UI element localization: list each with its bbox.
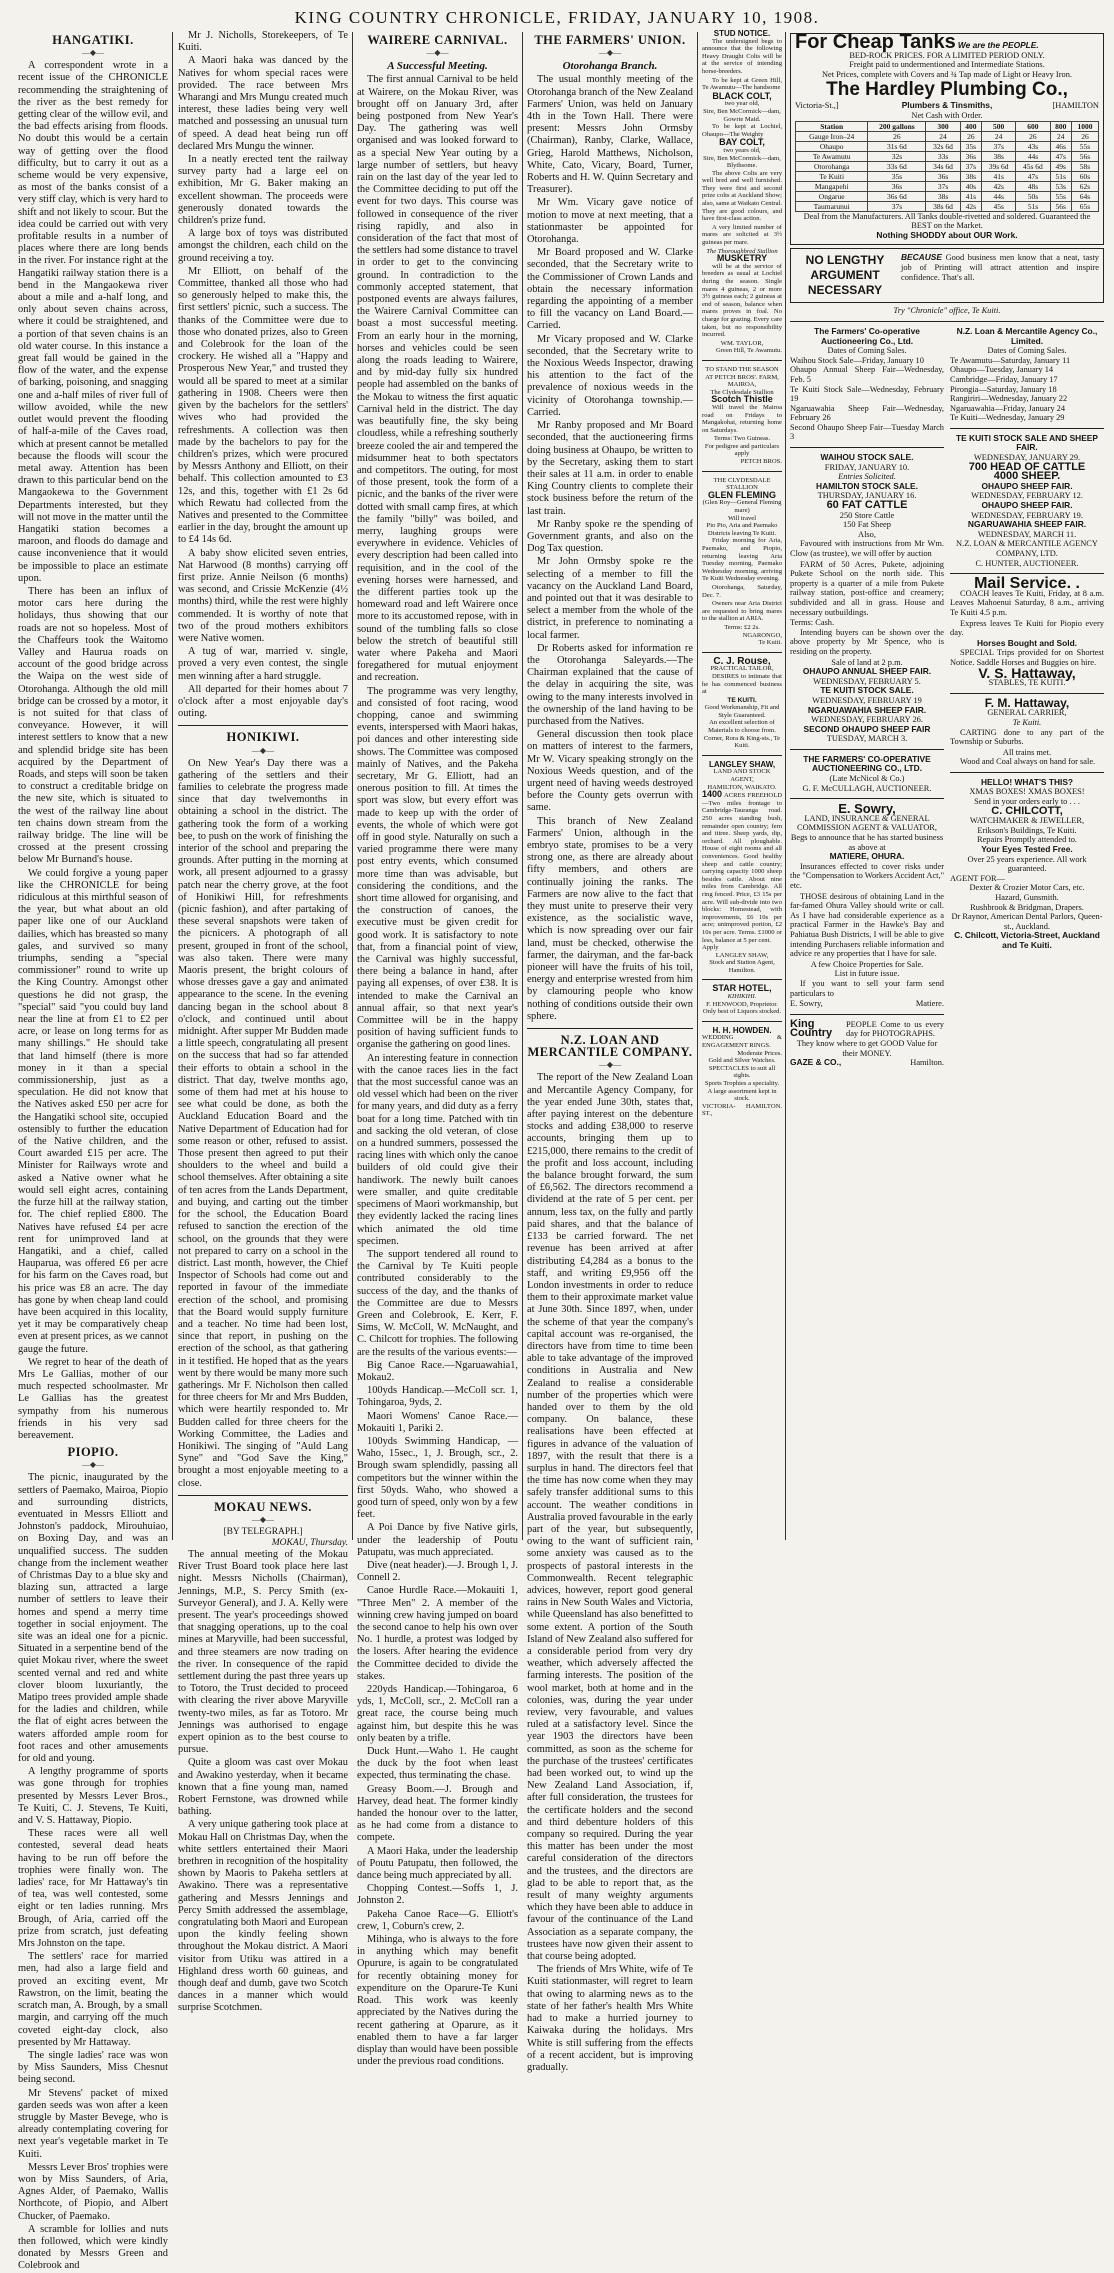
- table-row: [796, 151, 1099, 161]
- column-1: HANGATIKI. —◆— A correspondent wrote in a recent issue of the CHRONICLE recommending the straightening of the river as the best remedy for getting clear of the willow evil, and the bad effects arising from floods. No doubt this would be a certain way of getting over the flood difficulty, but to carry it out as a scheme would be very expensive, as most of the banks consist of a very stiff clay, which is very hard to shift and not likely to scour. But the idea could be carried out with very profitable results in a number of places where there are long bends in the river. For instance right at the Hangatiki railway station there is a bend in the Mangaokewa river about a mile and a-half long, and only about seven chains across, where it could be straightened, and a portion of that seven chains is an old water course. In this instance a great fall would be gained in the flow of the water, and the expense of barking, poisoning, and snagging one and a-half miles of river full of willow avoided, while the new outlet would prevent the flooding of half-a-mile of the Caves road, which at present cannot be metalled because the floods will scour the metal away. Attention has been drawn to this particular bend on the Mangaokewa to the Government Departments interested, but they will not move in the matter until the Hangatiki station becomes a maroon, and floods do damage and cause inconvenience that it would be impossible to place an estimate upon. There has been an influx of motor cars here during the holidays, thus showing that our roads are not so hopeless. Most of the Chaffeurs took the Waitomo Valley and Haurua roads on account of the good bridge across the Waipa on the west side of Otorohanga. Although the old mill bridge can be crossed by a motor, it is not suited for that class of conveyance. However, it will interest settlers to know that a new and splendid bridge site has been acquired by the Department of Roads, and steps will soon be taken to construct a creditable bridge on the new site, which is situated to the west of the railway line about ten chains down stream from the railway bridge. The line will be crossed at the present crossing below Mr Burnand's house. We could forgive a young paper like the CHRONICLE for being ridiculous at this mirthful season of the year, but what about an old paper like one of our Auckland dailies, which has breasted so many gales, and survived so many triumphs, sending a "special commissioner" round to write up the King Country. Amongst other questions he did not grasp, the "special" said "you could buy land near the line at from £1 to £2 per acre, or lease on long terms for as many shillings." He should take that land himself (there is more money in it than a special commissionership, just as a speculation. He did not know that the Natives asked £50 per acre for the Hangatiki school site, occupied ostensibly to further the education of the Native children, and the Court awarded £15 per acre. The Minister for Railways wrote and asked a Native owner what he would sell eight acres, containing the furze hill at the railway station, for. The chief replied £800. The Natives have refused £4 per acre rent for unimproved land at Hangatiki, and a chief, called Hauparua, was offered £6 per acre for his farm on the Caves road, but his price was £8 an acre. The day has gone by when cheap land could have been acquired in this locality, yet it may be comparatively cheap even at present prices, as we cannot gauge the future. We regret to hear of the death of Mrs Le Gallias, mother of our much respected schoolmaster. Mr Le Gallias has the greatest sympathy from his numerous friends in his very sad bereavement. PIOPIO. —◆— The picnic, inaugurated by the settlers of Paemako, Mairoa, Piopio and surrounding districts, eventuated in Messrs Elliott and Johnston's paddock, Mirouhuiao, on Boxing Day, and was an unqualified success. The sudden change from the inclement weather of Christmas Day to a blue sky and blazing sun, attracted a large number of settlers to leave their homes and spend a merry time together in social enjoyment. The site was an ideal one for a picnic. Situated in a serpentine bend of the quiet Mokau river, where the sweet scented vernal and red and white clover bloom luxuriantly, the Matipo trees provided ample shade for the ladies and children, while the flat of eight acres between the waters afforded ample room for foot races and other amusements for old and young. A lengthy programme of sports was gone through for trophies presented by Messrs Lever Bros., Te Kuiti, C. J. Stevens, Te Kuiti, and V. S. Hattaway, Piopio. These races were all well contested, several dead heats having to be run off before the trophies were finally won. The ladies' race, for Mr Hattaway's tin of tea, was well contested, some eight or ten ladies running. Mrs Brough, of Aria, carried off the prize from scratch, just defeating Mrs Johnston on the tape. The settlers' race for married men, had also a large field and proved an exciting event, Mr Rawstron, on the limit, beating the scratch man, A. Brough, by a small margin, and carrying off the much coveted eight-day clock, also presented by Mr Hattaway. The single ladies' race was won by Miss Saunders, Miss Chesnut being second. Mr Stevens' packet of mixed garden seeds was won after a keen struggle by Master Bevege, who is already contemplating covering for next year's vegetable market in Te Kuiti. Messrs Lever Bros' trophies were won by Miss Saunders, of Aria, Agnes Alder, of Paemako, Wallis Northcote, of Piopio, and Albert Chucker, of Paemako. A scramble for lollies and nuts then followed, which were kindly donated by Messrs Green and Colebrook and: [18, 33, 168, 2272]
- sales-columns: The Farmers' Co-operative Auctioneering Co., Ltd. Dates of Coming Sales. Waihou Stock Sale—Friday, January 10 Ohaupo Annual Sheep Fair—Wednesday, Feb. 5 Te Kuiti Stock Sale—Wednesday, February 19 Ngaruawahia Sheep Fair—Wednesday, February 26 Second Ohaupo Sheep Fair—Tuesday March 3 WAIHOU STOCK SALE. FRIDAY, JANUARY 10. Entries Solicited. HAMILTON STOCK SALE. THURSDAY, JANUARY 16. 60 FAT CATTLE 250 Store Cattle 150 Fat Sheep Also, Favoured with instructions from Mr Wm. Clow (as trustee), we will offer by auction FARM of 50 Acres, Pukete, adjoining Pukete School on the north side. This property is a quarter of a mile from Pukete railway station, post-office and creamery; subdivided and all in grass. House and necessary outbuildings. Terms: Cash. Intending buyers can be shown over the above property by Mr Spence, who is residing on the property. Sale of land at 2 p.m. OHAUPO ANNUAL SHEEP FAIR. WEDNESDAY, FEBRUARY 5. TE KUITI STOCK SALE. WEDNESDAY, FEBRUARY 19 NGARUAWAHIA SHEEP FAIR. WEDNESDAY, FEBRUARY 26. SECOND OHAUPO SHEEP FAIR TUESDAY, MARCH 3. THE FARMERS' CO-OPERATIVE AUCTIONEERING CO., LTD. (Late McNicol & Co.) G. F. McCULLAGH, AUCTIONEER. E. Sowry, LAND, INSURANCE & GENERAL COMMISSION AGENT & VALUATOR, Begs to announce that he has started business as above at MATIERE, OHURA. Insurances effected to cover risks under the "Compensation to Workers Accident Act," etc. THOSE desirous of obtaining Land in the far-famed Ohura Valley should write or call. As I have had considerable experience as a practical Farmer in the Hawke's Bay and Pahiatua Bush Districts, I will be able to give intending Purchasers reliable information and advice re any properties that I have for sale. A few Choice Properties for Sale. List in future issue. If you want to sell your farm send particulars to E. Sowry, Matiere. King Country PEOPLE Come to us every day for PHOTOGRAPHS. They know where to get GOOD Value for their MONEY. GAZE & CO., Hamilton. N.Z. Loan & Mercantile Agency Co., Limited. Dates of Coming Sales. Te Awamutu—Saturday, January 11 Ohaupo—Tuesday, January 14 Cambridge—Friday, January 17 Pirongia—Saturday, January 18 Rangiriri—Wednesday, January 22 Ngaruawahia—Friday, January 24 Te Kuiti—Wednesday, January 29 TE KUITI STOCK SALE AND SHEEP FAIR. WEDNESDAY, JANUARY 29. 700 HEAD OF CATTLE 4000 SHEEP. OHAUPO SHEEP FAIR. WEDNESDAY, FEBRUARY 12. OHAUPO SHEEP FAIR. WEDNESDAY, FEBRUARY 19. NGARUAWAHIA SHEEP FAIR. WEDNESDAY, MARCH 11. N.Z. LOAN & MERCANTILE AGENCY COMPANY, LTD. C. HUNTER, AUCTIONEER. Mail Service. . COACH leaves Te Kuiti, Friday, at 8 a.m. Leaves Mahoenui Saturday, 8 a.m., arriving Te Kuiti 4.5 p.m. Express leaves Te Kuiti for Piopio every day. Horses Bought and Sold. SPECIAL Trips provided for on Shortest Notice. Saddle Horses and Buggies on hire. V. S. Hattaway, STABLES, TE KUITI. F. M. Hattaway, GENERAL CARRIER, Te Kuiti. CARTING done to any part of the Township or Suburbs. All trains met. Wood and Coal always on hand for sale. HELLO! WHAT'S THIS? XMAS BOXES! XMAS BOXES! Send in your orders early to . . . C. CHILCOTT, WATCHMAKER & JEWELLER, Erikson's Buildings, Te Kuiti. Repairs Promptly attended to. Your Eyes Tested Free. Over 25 years experience. All work guaranteed. AGENT FOR— Dexter & Crozier Motor Cars, etc. Hazard, Gunsmith. Rushbrook & Bridgman, Drapers. Dr Raynor, American Dental Parlors, Queen-st., Auckland. C. Chilcott, Victoria-Street, Auckland and Te Kuiti.: [790, 325, 1104, 1068]
- table-cell: 44s: [982, 191, 1016, 201]
- article-heading: HANGATIKI.: [52, 33, 134, 47]
- table-cell: 45s 6d: [1016, 161, 1050, 171]
- list-item: Ohaupo Annual Sheep Fair—Wednesday, Feb. 5: [790, 365, 944, 384]
- column-3: WAIRERE CARNIVAL. —◆— A Successful Meeting. The first annual Carnival to be held at Wairere, on the Mokau River, was brought off on January 3rd, after being postponed from New Year's Day. The gathering was well organised and was looked forward to as a special New Year outing by a large number of settlers, but heavy rain on the last day of the year led to the Committee deciding to put off the event for two days. This course was followed in consequence of the river rising rapidly, and also in consideration of the fact that most of the settlers had some distance to travel in order to get to the convincing ground. In contradiction to the commonly accepted statement, that postponed events are always failures, the Wairere Carnival Committee can boast a most successful meeting. From an early hour in the morning, horses and vehicles could be seen along the roads leading to Wairere, and by mid-day fully six hundred people had assembled on the banks of the Mokau to witness the first aquatic Carnival held in the district. The day was beautifully fine, the sky being cloudless, while a refreshing southerly breeze cooled the air and tempered the midsummer heat to both spectators and competitors. The outing, for most of those present, took the form of a picnic, and the banks of the river were dotted with small camp fires, at which the family "billy" was boiled, and merry, laughing groups were everywhere in evidence. Vehicles of every description had been called into requisition, and in the cool of the evening horses were harnessed, and the different parties took up the homeward road and left Wairere once more to its accustomed repose, with in sound of the tumbling falls so close below the stretch of beautiful still water where Pakeha and Maori foregathered for mutual enjoyment and recreation. The programme was very lengthy, and consisted of foot racing, wood chopping, canoe and swimming events, interspersed with Maori hakas, poi dances and other interesting side shows. The Committee was composed mainly of Natives, and the Pakeha secretary, Mr G. Elliott, had an onerous position to fill. At times the sport was slow, but every effort was made to keep up with the order of events, the whole of which were got off in good style. Naturally on such a varied programme there were many post entry events, which consumed more time than was advisable, but considering the conditions, and the short time allowed for organising, and the construction of canoes, the executive must be given credit for good work. It is satisfactory to note that, from a financial point of view, the Carnival was highly successful, there being a balance in hand, after paying all expenses, of over £38. It is intended to make the Carnival an annual affair, so that next year's Committee will be in the happy position of having sufficient funds to organise the gathering on good lines. An interesting feature in connection with the canoe races lies in the fact that the most successful canoe was an old vessel which had been on the river for many years, and did duty as a ferry boat for a long time. Patched with tin and sacking the old veteran, of close on a hundred summers, possessed the racing lines with which only the canoe builders of old could give their handiwork. The newly built canoes were smaller, and quite creditable specimens of Maori workmanship, but they evidently lacked the racing lines which animated the old time specimen. The support tendered all round to the Carnival by Te Kuiti people contributed considerably to the success of the day, and the thanks of the Committee are due to Messrs Green and Colebrook, E. Kerr, F. Sims, W. McColl, W. McNaught, and C. Chilcott for trophies. The following are the results of the various events:— Big Canoe Race.—Ngaruawahia1, Mokau2. 100yds Handicap.—McColl scr. 1, Tohingaroa, 9yds, 2. Maori Womens' Canoe Race.—Mokauiti 1, Pariki 2. 100yds Swimming Handicap, — Waho, 15sec., 1, J. Brough, scr., 2. Brough swam splendidly, passing all competitors but the winner within the first 50yds. Waho, who showed a good turn of speed, only won by a few feet. A Poi Dance by five Native girls, under the leadership of Poutu Patupatu, was much appreciated. Dive (neat header).—J. Brough 1, J. Connell 2. Canoe Hurdle Race.—Mokauiti 1, "Three Men" 2. A member of the winning crew having jumped on board the second canoe to help his own over No. 1 hurdle, a protest was lodged by the losers. After hearing the evidence the Committee decided to divide the stakes. 220yds Handicap.—Tohingaroa, 6 yds, 1, McColl, scr., 2. McColl ran a great race, the course being much against him, but despite this he was only beaten by a trifle. Duck Hunt.—Waho 1. He caught the duck by the foot when least expected, thus terminating the chase. Greasy Boom.—J. Brough and Harvey, dead heat. The former kindly handed the honour over to the latter, as he had come from a distance to compete. A Maori Haka, under the leadership of Poutu Patupatu, then followed, the dance being much appreciated by all. Chopping Contest.—Soffs 1, J. Johnston 2. Pakeha Canoe Race—G. Elliott's crew, 1, Coburn's crew, 2. Mihinga, who is always to the fore in anything which may benefit Opurure, is again to be congratulated for recently obtaining money for expenditure on the Oparure-Te Kuni Road. This work was keenly appreciated by the Natives during the recent gathering at Oparure, as it enabled them to have a far larger display than would have been possible under the previous road conditions.: [357, 33, 518, 2068]
- table-cell: 42s: [960, 201, 981, 211]
- table-cell: 47s: [1050, 151, 1071, 161]
- list-item: Ohaupo—Tuesday, January 14: [950, 365, 1054, 375]
- table-header-cell: Station: [796, 121, 868, 131]
- table-row: [796, 141, 1099, 151]
- table-cell: 42s: [982, 181, 1016, 191]
- column-rule: [172, 32, 173, 1540]
- sales-list: [790, 356, 944, 442]
- article-heading: THE FARMERS' UNION.: [534, 33, 686, 47]
- table-cell: 37s: [868, 201, 926, 211]
- column-rule: [697, 32, 698, 1540]
- table-cell: 44s: [1016, 151, 1050, 161]
- masthead: KING COUNTRY CHRONICLE, FRIDAY, JANUARY 10, 1908.: [294, 8, 820, 27]
- list-item: Te Kuiti—Wednesday, January 29: [950, 413, 1065, 423]
- list-item: Ngaruawahia Sheep Fair—Wednesday, February 26: [790, 403, 944, 423]
- table-cell: 41s: [960, 191, 981, 201]
- table-cell: 37s: [982, 141, 1016, 151]
- table-cell: 56s: [1071, 151, 1098, 161]
- table-cell: 40s: [960, 181, 981, 191]
- table-cell: 35s: [868, 171, 926, 181]
- table-cell: 49s: [1050, 161, 1071, 171]
- table-row: [796, 181, 1099, 191]
- table-cell: 53s: [1050, 181, 1071, 191]
- table-cell: 26: [1016, 131, 1050, 141]
- table-cell: 45s: [982, 201, 1016, 211]
- list-item: Te Awamutu—Saturday, January 11: [950, 355, 1071, 365]
- table-cell: 33s: [926, 151, 960, 161]
- table-cell: 35s: [960, 141, 981, 151]
- table-header-cell: 800: [1050, 121, 1071, 131]
- table-cell: 26: [1071, 131, 1098, 141]
- article-heading: N.Z. LOAN AND MERCANTILE COMPANY.: [527, 1033, 693, 1060]
- table-cell: 41s: [982, 171, 1016, 181]
- column-rule: [352, 32, 353, 1540]
- table-cell: 36s: [868, 181, 926, 191]
- list-item: Waihou Stock Sale—Friday, January 10: [790, 355, 924, 365]
- table-cell: 37s: [926, 181, 960, 191]
- article-heading: HONIKIWI.: [226, 730, 300, 745]
- table-cell: Taumarunui: [796, 201, 868, 211]
- table-cell: 26: [868, 131, 926, 141]
- table-cell: 36s: [926, 171, 960, 181]
- table-cell: Ongarue: [796, 191, 868, 201]
- table-cell: 55s: [1071, 141, 1098, 151]
- column-6-ads: For Cheap Tanks We are the PEOPLE. BED-ROCK PRICES. FOR A LIMITED PERIOD ONLY. Freight paid to undermentioned and Intermediate Stations. Net Prices, complete with Covers and ¾ Tap made of Light or Heavy Iron. The Hardley Plumbing Co., Victoria-St.,] Plumbers & Tinsmiths, [HAMILTON Net Cash with Order. Station 200 gallons 300 400 500 600 800 1000 Gauge Iron–24 26 24 26 24 26 24 26 Ohaupo 31s 6d 32s 6d 35s 37s 43s 46s 55s Te Awamutu 32s 33s 36s 38s 44s 47s 56s Otorohanga 33s 6d 34s 6d 37s 39s 6d 45s 6d 49s 58s Te Kuiti 35s 36s 38s 41s 47s 51s 60s Mangapehi 36s 37s 40s 42s 48s 53s 62s Ongarue 36s 6d 38s 41s 44s 50s 55s 64s Taumarunui 37s 38s 6d 42s 45s 51s 56s 65s Deal from the Manufacturers. All Tanks double-rivetted and soldered. Guaranteed the BEST on the Market. Nothing SHODDY about OUR Work. NO LENGTHY ARGUMENT NECESSARY BECAUSE Good business men know that a neat, tasty job of Printing will attract attention and inspire confidence. That's all. Try "Chronicle" office, Te Kuiti. The Farmers' Co-operative Auctioneering Co., Ltd. Dates of Coming Sales. Waihou Stock Sale—Friday, January 10 Ohaupo Annual Sheep Fair—Wednesday, Feb. 5 Te Kuiti Stock Sale—Wednesday, February 19 Ngaruawahia Sheep Fair—Wednesday, February 26 Second Ohaupo Sheep Fair—Tuesday March 3 WAIHOU STOCK SALE. FRIDAY, JANUARY 10. Entries Solicited. HAMILTON STOCK SALE. THURSDAY, JANUARY 16. 60 FAT CATTLE 250 Store Cattle 150 Fat Sheep Also, Favoured with instructions from Mr Wm. Clow (as trustee), we will offer by auction FARM of 50 Acres, Pukete, adjoining Pukete School on the north side. This property is a quarter of a mile from Pukete railway station, post-office and creamery; subdivided and all in grass. House and necessary outbuildings. Terms: Cash. Intending buyers can be shown over the above property by Mr Spence, who is residing on the property. Sale of land at 2 p.m. OHAUPO ANNUAL SHEEP FAIR. WEDNESDAY, FEBRUARY 5. TE KUITI STOCK SALE. WEDNESDAY, FEBRUARY 19 NGARUAWAHIA SHEEP FAIR. WEDNESDAY, FEBRUARY 26. SECOND OHAUPO SHEEP FAIR TUESDAY, MARCH 3. THE FARMERS' CO-OPERATIVE AUCTIONEERING CO., LTD. (Late McNicol & Co.) G. F. McCULLAGH, AUCTIONEER. E. Sowry, LAND, INSURANCE & GENERAL COMMISSION AGENT & VALUATOR, Begs to announce that he has started business as above at MATIERE, OHURA. Insurances effected to cover risks under the "Compensation to Workers Accident Act," etc. THOSE desirous of obtaining Land in the far-famed Ohura Valley should write or call. As I have had considerable experience as a practical Farmer in the Hawke's Bay and Pahiatua Bush Districts, I will be able to give intending Purchasers reliable information and advice re any properties that I have for sale. A few Choice Properties for Sale. List in future issue. If you want to sell your farm send particulars to E. Sowry, Matiere. King Country PEOPLE Come to us every day for PHOTOGRAPHS. They know where to get GOOD Value for their MONEY. GAZE & CO., Hamilton. N.Z. Loan & Mercantile Agency Co., Limited. Dates of Coming Sales. Te Awamutu—Saturday, January 11 Ohaupo—Tuesday, January 14 Cambridge—Friday, January 17 Pirongia—Saturday, January 18 Rangiriri—Wednesday, January 22 Ngaruawahia—Friday, January 24 Te Kuiti—Wednesday, January 29 TE KUITI STOCK SALE AND SHEEP FAIR. WEDNESDAY, JANUARY 29. 700 HEAD OF CATTLE 4000 SHEEP. OHAUPO SHEEP FAIR. WEDNESDAY, FEBRUARY 12. OHAUPO SHEEP FAIR. WEDNESDAY, FEBRUARY 19. NGARUAWAHIA SHEEP FAIR. WEDNESDAY, MARCH 11. N.Z. LOAN & MERCANTILE AGENCY COMPANY, LTD. C. HUNTER, AUCTIONEER. Mail Service. . COACH leaves Te Kuiti, Friday, at 8 a.m. Leaves Mahoenui Saturday, 8 a.m., arriving Te Kuiti 4.5 p.m. Express leaves Te Kuiti for Piopio every day. Horses Bought and Sold. SPECIAL Trips provided for on Shortest Notice. Saddle Horses and Buggies on hire. V. S. Hattaway, STABLES, TE KUITI. F. M. Hattaway, GENERAL CARRIER, Te Kuiti. CARTING done to any part of the Township or Suburbs. All trains met. Wood and Coal always on hand for sale. HELLO! WHAT'S THIS? XMAS BOXES! XMAS BOXES! Send in your orders early to . . . C. CHILCOTT, WATCHMAKER & JEWELLER, Erikson's Buildings, Te Kuiti. Repairs Promptly attended to. Your Eyes Tested Free. Over 25 years experience. All work guaranteed. AGENT FOR— Dexter & Crozier Motor Cars, etc. Hazard, Gunsmith. Rushbrook & Bridgman, Drapers. Dr Raynor, American Dental Parlors, Queen-st., Auckland. C. Chilcott, Victoria-Street, Auckland and Te Kuiti.: [790, 31, 1104, 1068]
- table-header-cell: 1000: [1071, 121, 1098, 131]
- table-cell: 43s: [1016, 141, 1050, 151]
- table-cell: 46s: [1050, 141, 1071, 151]
- table-header-cell: 200 gallons: [868, 121, 926, 131]
- table-cell: 36s 6d: [868, 191, 926, 201]
- table-cell: 36s: [960, 151, 981, 161]
- table-cell: 60s: [1071, 171, 1098, 181]
- printing-ad: NO LENGTHY ARGUMENT NECESSARY BECAUSE Good business men know that a neat, tasty job of Printing will attract attention and inspire confidence. That's all.: [790, 248, 1104, 303]
- column-4: THE FARMERS' UNION. —◆— Otorohanga Branch. The usual monthly meeting of the Otorohanga branch of the New Zealand Farmers' Union, was held on January 4th in the Town Hall. There were present: Messrs John Ormsby (Chairman), Ranby, Clarke, Wallace, Grieg, Harold Matthews, Nicholson, White, Cato, Vicary, Board, Turner, Roberts and H. W. Quinn Secretary and Treasurer). Mr Wm. Vicary gave notice of motion to move at next meeting, that a stationmaster be appointed for Otorohanga. Mr Board proposed and W. Clarke seconded, that the Secretary write to the Commissioner of Crown Lands and obtain the necessary information regarding the appointing of a member to fill the vacancy on Land Board.—Carried. Mr Vicary proposed and W. Clarke seconded, that the Secretary write to the Noxious Weeds Inspector, drawing his attention to the fact of the prevalence of noxious weeds in the vicinity of Otorohanga township.—Carried. Mr Ranby proposed and Mr Board seconded, that the auctioneering firms doing business at Ohaupo, be written to by the Secretary, asking them to start their sales at 11 a.m. in order to enable King Country clients to complete their stock business before the return of the last train. Mr Ranby spoke re the spending of Government grants, and also on the Dog Tax question. Mr John Ormsby spoke re the selecting of a member to fill the vacancy on the Auckland Land Board, and pointed out that it was desirable to select a member from the whole of the district, in preference to nominating a local farmer. Dr Roberts asked for information re the Otorohanga Saleyards.—The Chairman explained that the cause of the delay in acquiring the site, was owing to the many interests involved in the ownership of the land having to be purchased from the Natives. General discussion then took place on matters of interest to the farmers, Mr W. Vicary speaking strongly on the Noxious Weeds question, and of the urgent need of having weeds destroyed before the County gets overrun with same. This branch of New Zealand Farmers' Union, although in the embryo state, promises to be a very strong one, as there are already about fifty members, and others are continually joining the ranks. The Farmers are now alive to the fact that they must unite to preserve their very existence, as the socialistic wave, which is now spreading over our fair land, must be checked, otherwise the farmer, the dairyman, and the far-back pioneer will have the fruits of his toil, energy and enterprise wrested from him by clamouring people who know nothing of conditions outside their own sphere. N.Z. LOAN AND MERCANTILE COMPANY. —◆— The report of the New Zealand Loan and Mercantile Agency Company, for the year ended June 30th, states that, after paying interest on the debenture stocks and adding £38,000 to reserve accounts, bringing them up to £215,000, there remains to the credit of the profit and loss account, including the balance brought forward, the sum of £6,562. The directors recommend a dividend at the rate of 5 per cent. per annum, less tax, on the fully and partly paid shares, and that the balance of £133 be carried forward. The net revenue has been arrived at after distributing £4,284 as a bonus to the staff, and writing £9,956 off the London investments in order to reduce them to their approximate market value at June 30th. Since 1897, when, under the scheme of that year the company's capital account was re-organised, the directors have from time to time been able to take advantage of the improved conditions in Australia and New Zealand to realise a considerable number of the properties which were handed over to them by the old company. On balance, these realisations have been effected at figures in advance of the valuation of 1897, with the result that there is a surplus in hand. The directors feel that the time has now come when they may safely transfer additional sums to this account. The weather conditions in Australia proved favourable in the early part of the year, but subsequently, owing to the want of sufficient rain, some anxiety was caused as to the prospects of pastoral interests in the Commonwealth. Recent telegraphic advices, however, report good general rains in New South Wales and Victoria, while Queensland has also benefitted to some extent. A portion of the South Island of New Zealand also suffered for a considerable period from very dry weather, which adversely affected the farming interests. The position of the wool market, both at home and in the colonies, was, during the year under review, very favourable, and values ruled at a satisfactory level. Since the year 1903 the directors have been committed, as soon as the scheme for the purchase of the trustees' certificates had been worked out, to wind up the New Zealand Land Association, if, after full consideration, the trustees for the certificate holders and the second and third debenture holders of this company so required. During the year this matter has been under the most careful consideration of the directors and the trustees, and the directors are glad to be able to report that, as the result of many weighty arguments which they have been able to adduce in favour of the continuance of the Land Association as a separate company, the trustees have now given their assent to that course being adopted. The friends of Mrs White, wife of Te Kuiti stationmaster, will regret to learn that owing to alarming news as to the state of her father's health Mrs White had to make a hurried journey to Kaiwaka during the holidays. Mrs White is still suffering from the effects of a recent accident, but is improving gradually.: [527, 33, 693, 2073]
- table-cell: Mangapehi: [796, 181, 868, 191]
- list-item: Pirongia—Saturday, January 18: [950, 384, 1057, 394]
- table-row: [796, 191, 1099, 201]
- table-cell: Otorohanga: [796, 161, 868, 171]
- table-cell: 50s: [1016, 191, 1050, 201]
- table-cell: 34s 6d: [926, 161, 960, 171]
- table-cell: 64s: [1071, 191, 1098, 201]
- sales-list: [950, 356, 1104, 423]
- table-cell: 24: [926, 131, 960, 141]
- list-item: Te Kuiti Stock Sale—Wednesday, February 19: [790, 384, 944, 404]
- table-row: [796, 171, 1099, 181]
- table-cell: 37s: [960, 161, 981, 171]
- list-item: Cambridge—Friday, January 17: [950, 374, 1058, 384]
- article-heading: WAIRERE CARNIVAL.: [367, 33, 508, 47]
- table-cell: 47s: [1016, 171, 1050, 181]
- table-cell: Te Kuiti: [796, 171, 868, 181]
- table-cell: 26: [960, 131, 981, 141]
- table-row: [796, 131, 1099, 141]
- table-cell: 24: [982, 131, 1016, 141]
- table-header-cell: 400: [960, 121, 981, 131]
- table-cell: 38s: [926, 191, 960, 201]
- table-cell: 31s 6d: [868, 141, 926, 151]
- price-table: [795, 121, 1099, 212]
- tanks-ad: For Cheap Tanks We are the PEOPLE. BED-ROCK PRICES. FOR A LIMITED PERIOD ONLY. Freight paid to undermentioned and Intermediate Stations. Net Prices, complete with Covers and ¾ Tap made of Light or Heavy Iron. The Hardley Plumbing Co., Victoria-St.,] Plumbers & Tinsmiths, [HAMILTON Net Cash with Order. Station 200 gallons 300 400 500 600 800 1000 Gauge Iron–24 26 24 26 24 26 24 26 Ohaupo 31s 6d 32s 6d 35s 37s 43s 46s 55s Te Awamutu 32s 33s 36s 38s 44s 47s 56s Otorohanga 33s 6d 34s 6d 37s 39s 6d 45s 6d 49s 58s Te Kuiti 35s 36s 38s 41s 47s 51s 60s Mangapehi 36s 37s 40s 42s 48s 53s 62s Ongarue 36s 6d 38s 41s 44s 50s 55s 64s Taumarunui 37s 38s 6d 42s 45s 51s 56s 65s Deal from the Manufacturers. All Tanks double-rivetted and soldered. Guaranteed the BEST on the Market. Nothing SHODDY about OUR Work.: [790, 33, 1104, 245]
- column-5-ads: STUD NOTICE. The undersigned begs to announce that the following Heavy Draught Colts will be at the service of intending horse-breeders. To be kept at Green Hill, Te Awamutu—The handsome BLACK COLT, two year old, Sire, Ben McCormick—dam, Gowrie Maid. To be kept at Lochiel, Ohaupo—The Weighty BAY COLT, two years old, Sire, Ben McCormick—dam, Blythsome. The above Colts are very well bred and well furnished. They were first and second prize colts at Auckland Show; also, same at Waikato Central. They are good colours, and have first-class action. A very limited number of mares are solicited at 3½ guineas per mare. The Thoroughbred Stallion MUSKETRY will be at the service of breeders as usual at Lochiel during the season. Single mares 4 guineas, 2 or more 3½ guineas each; 2 guineas at end of season, balance when mares proves in foal. No charge for grazing. Every care taken, but no responsibility incurred. WM. TAYLOR, Green Hill, Te Awamutu. TO STAND THE SEASON AT PETCH BROS'. FARM, MAIROA, The Clydesdale Stallion Scotch Thistle Will travel the Mairoa road on Fridays to Mangakohai, returning home on Saturdays. Terms: Two Guineas. For pedigree and particulars apply PETCH BROS. THE CLYDESDALE STALLION GLEN FLEMING (Glen Roy—General Fleming mare) Will travel Pio Pio, Aria and Paemako Districts leaving Te Kuiti. Friday morning for Aria, Paemako, and Piopio, returning leaving Aria Tuesday morning, Paemako Wednesday morning, arriving Te Kuiti Wednesday evening. Otorohanga, Saturday, Dec. 7. Owners near Aria District are requested to bring mares to the stallion at ARIA. Terms: £2 2s. NGARONGO, Te Kuiti. C. J. Rouse, PRACTICAL TAILOR, DESIRES to intimate that he has commenced business at TE KUITI. Good Workmanship, Fit and Style Guaranteed. An excellent selection of Materials to choose from. Corner, Rora & King-sts., Te Kuiti. LANGLEY SHAW, LAND AND STOCK AGENT, HAMILTON, WAIKATO. 1400 ACRES FREEHOLD—Two miles frontage to Cambridge-Tauranga road. 250 acres standing bush, remainder open country; fern and titree. Sheep yards, dip, orchard. All ploughable. House of eight rooms and all conveniences. Good healthy sheep and cattle country; carrying capacity 1000 sheep besides cattle. About nine miles from Cambridge. All ring fenced. Price, £3 15s per acre. Will sub-divide into two blocks: Homestead, with improvements, £6 10s per acre; unimproved portion, £2 10s per acre. Terms. £1000 or less, balance at 5 per cent. Apply LANGLEY SHAW, Stock and Station Agent, Hamilton. STAR HOTEL, KIHIKIHI. F. HENWOOD, Proprietor. Only best of Liquors stocked. H. H. HOWDEN. WEDDING & ENGAGEMENT RINGS. Moderate Prices. Gold and Silver Watches. SPECTACLES to suit all sights. Sports Trophies a speciality. A large assortment kept in stock. VICTORIA-ST., HAMILTON.: [702, 29, 782, 1118]
- article-heading: MOKAU NEWS.: [214, 1499, 312, 1514]
- column-rule: [522, 32, 523, 1540]
- table-cell: 32s: [868, 151, 926, 161]
- table-cell: 32s 6d: [926, 141, 960, 151]
- table-cell: 65s: [1071, 201, 1098, 211]
- table-cell: 56s: [1050, 201, 1071, 211]
- table-header-cell: 300: [926, 121, 960, 131]
- table-cell: 38s 6d: [926, 201, 960, 211]
- table-cell: 38s: [982, 151, 1016, 161]
- table-cell: Gauge Iron–24: [796, 131, 868, 141]
- table-cell: 51s: [1050, 171, 1071, 181]
- table-cell: 48s: [1016, 181, 1050, 191]
- table-cell: Ohaupo: [796, 141, 868, 151]
- table-row: [796, 161, 1099, 171]
- table-cell: 33s 6d: [868, 161, 926, 171]
- table-header-cell: 600: [1016, 121, 1050, 131]
- table-row: [796, 201, 1099, 211]
- table-header-cell: 500: [982, 121, 1016, 131]
- table-cell: 38s: [960, 171, 981, 181]
- table-cell: Te Awamutu: [796, 151, 868, 161]
- list-item: Rangiriri—Wednesday, January 22: [950, 394, 1068, 404]
- table-cell: 39s 6d: [982, 161, 1016, 171]
- list-item: Second Ohaupo Sheep Fair—Tuesday March 3: [790, 422, 944, 442]
- list-item: Ngaruawahia—Friday, January 24: [950, 403, 1066, 413]
- table-cell: 55s: [1050, 191, 1071, 201]
- article-heading: PIOPIO.: [67, 1445, 119, 1460]
- table-cell: 24: [1050, 131, 1071, 141]
- column-rule: [785, 32, 786, 1540]
- table-cell: 58s: [1071, 161, 1098, 171]
- table-cell: 51s: [1016, 201, 1050, 211]
- column-2: Mr J. Nicholls, Storekeepers, of Te Kuiti. A Maori haka was danced by the Natives for whom special races were provided. The race between Mrs Wharangi and Mrs Mungu created much interest, these ladies being very well matched and possessing an unusual turn of speed. A dead heat being run off declared Mrs Mungu the winner. In a neatly erected tent the railway survey party had a large eel on exhibition, Mr G. Baker making an excellent showman. The proceeds were generously donated towards the children's prize fund. A large box of toys was distributed amongst the children, each child on the ground receiving a toy. Mr Elliott, on behalf of the Committee, thanked all those who had so generously helped to make this, the first settlers' picnic, such a success. The thanks of the Committee were due to those who donated prizes, also to Green and Colebrook for the loan of the crockery. He wished all a "Happy and Prosperous New Year," and trusted they would all be spared to meet at a similar gathering in 1908. Cheers were then given by the bachelors for the settlers' wives who had provided the refreshments. A collection was then made by the bachelors to pay for the children's prizes, which were procured by Messrs Anthony and Elliott, on their behalf. This collection amounted to £3 12s, and this, together with £1 2s 6d which Rewatu had collected from the Natives and presented to the Committee earlier in the day, brought the amount up to £4 14s 6d. A baby show elicited seven entries, Nat Harwood (8 months) carrying off first prize. Annie Neilson (6 months) was second, and Crissie McKenzie (4½ months) third, while the rest were highly commended. It is worthy of note that two of the proud mothers exhibitors were Native women. A tug of war, married v. single, proved a very even contest, the single men winning after a hard struggle. All departed for their homes about 7 o'clock after a most enjoyable day's outing. HONIKIWI. —◆— On New Year's Day there was a gathering of the settlers and their families to celebrate the progress made since that day twelvemonths in obtaining a school in the district. The gathering took the form of a working bee, to push on the work of finishing the interior of the school and preparing the grounds. After putting in the morning at work, all present adjourned to a grassy patch near the cherry grove, at the foot of Honikiwi Hill, for refreshments (picnic fashion), and after partaking of these several snapshots were taken of the picnicers. A photograph of all present, grouped in front of the school, was also taken. There were many Maoris present, the bright colours of whose dresses gave a gay and animated appearance to the scene. In the evening dancing began in the school about 8 o'clock, and continued until about midnight. After supper Mr Budden made a little speech, congratulating all present on the success that had so far attended their efforts to obtain a school in the district. That day, twelve months ago, some of them had met at his house to see what could be done, as both the Auckland Education Board and the Native Department of Education had for some reason or other, refused to assist. Those present then agreed to put their shoulders to the wheel and build a school themselves. After obtaining a site of ten acres from the Lands Department, and buying, and carting out the timber for the school, the Education Board refused to sanction the erection of the school, on the grounds that they were not prepared to carry on a school in the district. Last month, however, the Chief Inspector of Schools had come out and reported in favour of the immediate erection of the school, and promising that the Board would supply furniture and a teacher. No time had been lost, since that report, in pushing on the erection of the school, as that gathering in it testified. He hoped that as the years went by there would be many more such gatherings. Mr F. Nicholson then called for three cheers for Mr and Mrs Budden, which were heartily responded to. Mr Budden called for three cheers for the Working Committee, the Ladies and Honikiwi. The singing of "Auld Lang Syne" and "God Save the King," brought a most enjoyable meeting to a close. MOKAU NEWS. —◆— [BY TELEGRAPH.] MOKAU, Thursday. The annual meeting of the Mokau River Trust Board took place here last night. Messrs Nicholls (Chairman), Jennings, M.P., S. Percy Smith (ex-Surveyor General), and J. A. Kelly were present. The year's proceedings showed that snagging operations, up to the coal mines at Maryville, had been successful, and three steamers are now trading on the river. In consequence of the rapid settlement during the past three years up to Totoro, the Trust decided to proceed with clearing the river above Maryville twenty-two miles, as far as Totoro. Mr Jennings was authorised to engage expert opinion as to the best course to pursue. Quite a gloom was cast over Mokau and Awakino yesterday, when it became known that a fine young man, named Robert Fernstone, was drowned while bathing. A very unique gathering took place at Mokau Hall on Christmas Day, when the white settlers entertained their Maori brethren in recognition of the hospitality shown by Maoris to Pakeha settlers at Awakino. There was a representative gathering and Messrs Jennings and Percy Smith addressed the assemblage, congratulating both Maori and European upon the kindly feeling shown throughout the Mokau district. A Maori visitor from Utiku was attired in a Highland dress worth 60 guineas, and though deaf and dumb, gave two Scotch dances in a manner which would surprise Scotchmen.: [178, 30, 348, 2014]
- table-cell: 62s: [1071, 181, 1098, 191]
